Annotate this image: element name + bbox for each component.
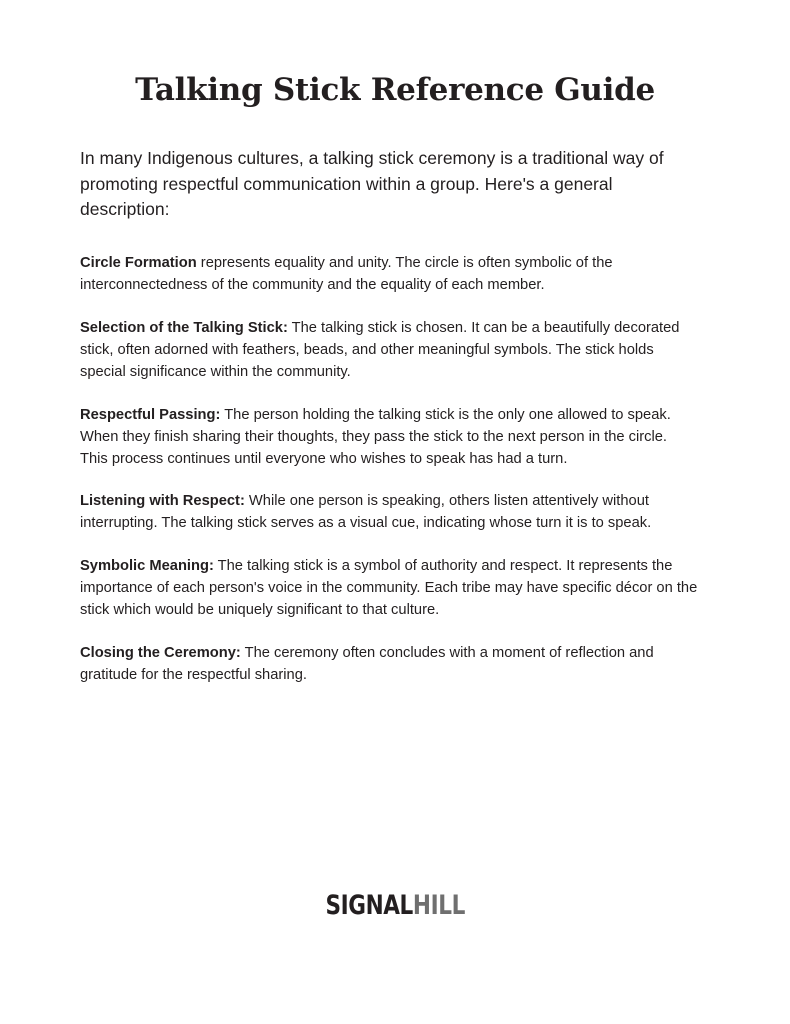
section-item: [80, 318, 698, 384]
section-item: [80, 491, 698, 535]
section-heading: Respectful Passing:: [80, 406, 221, 423]
page-title: Talking Stick Reference Guide: [135, 72, 655, 108]
intro-paragraph: In many Indigenous cultures, a talking stick ceremony is a traditional way of promoting respectful communication within a group. Here's a general description:: [80, 148, 664, 220]
section-item: [80, 405, 698, 471]
section-heading: Closing the Ceremony:: [80, 644, 241, 661]
section-body: While one person is speaking, others listen attentively without interrupting. The talking stick serves as a visual cue, indicating whose turn it is to speak.: [80, 493, 652, 532]
section-body: The ceremony often concludes with a moment of reflection and gratitude for the respectful sharing.: [80, 644, 654, 683]
section-item: [80, 253, 698, 297]
section-body: The person holding the talking stick is the only one allowed to speak. When they finish sharing their thoughts, they pass the stick to the next person in the circle. This process continues until everyone who wishes to speak has had a turn.: [80, 406, 671, 467]
section-item: [80, 643, 698, 687]
section-list: [80, 223, 710, 687]
section-body: The talking stick is a symbol of authority and respect. It represents the importance of each person's voice in the community. Each tribe may have specific décor on the stick which would be uniquely significant to that culture.: [80, 558, 698, 619]
section-heading: Listening with Respect:: [80, 493, 245, 510]
section-heading: Selection of the Talking Stick:: [80, 319, 288, 336]
brand-wordmark-secondary: HILL: [412, 890, 465, 921]
brand-wordmark-primary: SIGNAL: [325, 890, 413, 921]
section-body: The talking stick is chosen. It can be a beautifully decorated stick, often adorned with feathers, beads, and other meaningful symbols. The stick holds special significance within the community.: [80, 319, 680, 380]
section-heading: Circle Formation: [80, 255, 197, 272]
section-item: [80, 556, 698, 622]
section-body: represents equality and unity. The circle is often symbolic of the interconnectedness of the community and the equality of each member.: [80, 255, 613, 294]
footer-logo: [0, 890, 790, 921]
brand-wordmark: [325, 890, 465, 921]
section-heading: Symbolic Meaning:: [80, 558, 214, 575]
